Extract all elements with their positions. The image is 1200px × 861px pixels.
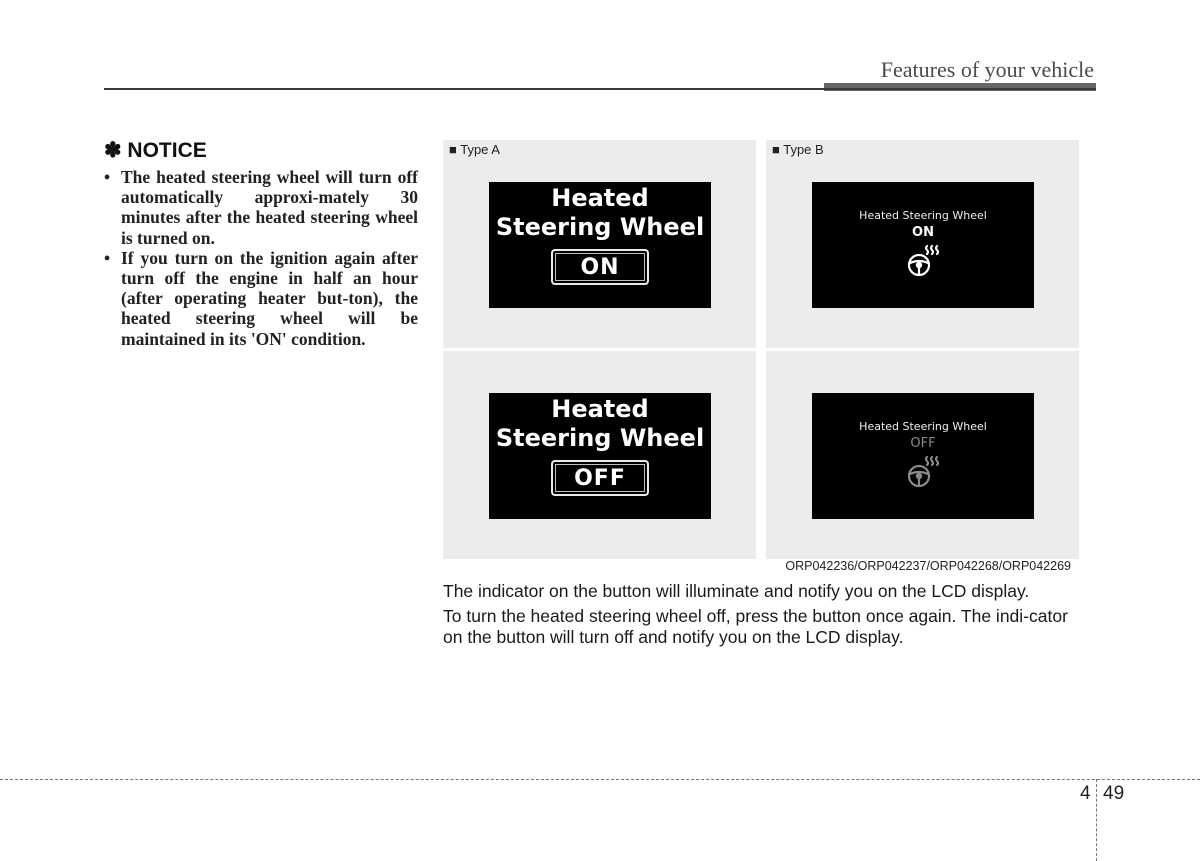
type-b-title: Heated Steering Wheel xyxy=(859,209,987,222)
type-b-label: ■ Type B xyxy=(772,142,824,157)
footer-divider xyxy=(0,779,1200,780)
notice-item: • If you turn on the ignition again after turn off the engine in half an hour (after operating heater but-ton), the heated steering wheel will be maintained in its 'ON' condition. xyxy=(104,248,418,349)
notice-title: ✽ NOTICE xyxy=(104,139,207,162)
type-b-off-panel xyxy=(766,351,1079,559)
heated-steering-wheel-icon xyxy=(905,243,941,279)
type-a-off-indicator: OFF xyxy=(551,460,649,496)
type-a-title-line2: Steering Wheel xyxy=(495,213,705,241)
type-a-on-indicator: ON xyxy=(551,249,649,285)
heated-steering-wheel-icon xyxy=(905,454,941,490)
type-a-on-panel xyxy=(443,140,756,348)
type-a-off-screen xyxy=(489,393,711,519)
type-b-on-screen xyxy=(812,182,1034,308)
type-a-off-panel xyxy=(443,351,756,559)
body-paragraph: The indicator on the button will illuminate and notify you on the LCD display. xyxy=(443,581,1030,601)
header-rule xyxy=(104,88,1096,90)
type-a-title-line1: Heated xyxy=(551,395,649,423)
type-b-on-panel xyxy=(766,140,1079,348)
notice-list xyxy=(104,167,418,349)
type-b-title: Heated Steering Wheel xyxy=(859,420,987,433)
notice-box xyxy=(104,139,418,349)
type-b-off-state: OFF xyxy=(910,436,936,451)
lcd-display-figure xyxy=(443,140,1079,559)
page-chapter-number: 4 xyxy=(1080,783,1091,804)
section-header-title: Features of your vehicle xyxy=(880,57,1094,82)
type-a-label: ■ Type A xyxy=(449,142,500,157)
page-number: 49 xyxy=(1103,783,1125,804)
notice-item: • The heated steering wheel will turn off automatically approxi-mately 30 minutes after the heated steering wheel is turned on. xyxy=(104,167,418,248)
footer-vertical-divider xyxy=(1096,779,1097,861)
figure-code: ORP042236/ORP042237/ORP042268/ORP042269 xyxy=(785,559,1071,573)
type-a-title-line2: Steering Wheel xyxy=(495,424,705,452)
body-paragraph: To turn the heated steering wheel off, press the button once again. The indi-cator on the button will turn off and notify you on the LCD display. xyxy=(443,605,1068,647)
type-a-title-line1: Heated xyxy=(551,184,649,212)
type-b-on-state: ON xyxy=(912,225,934,240)
body-text xyxy=(443,581,1083,652)
type-b-off-screen xyxy=(812,393,1034,519)
type-a-on-screen xyxy=(489,182,711,308)
